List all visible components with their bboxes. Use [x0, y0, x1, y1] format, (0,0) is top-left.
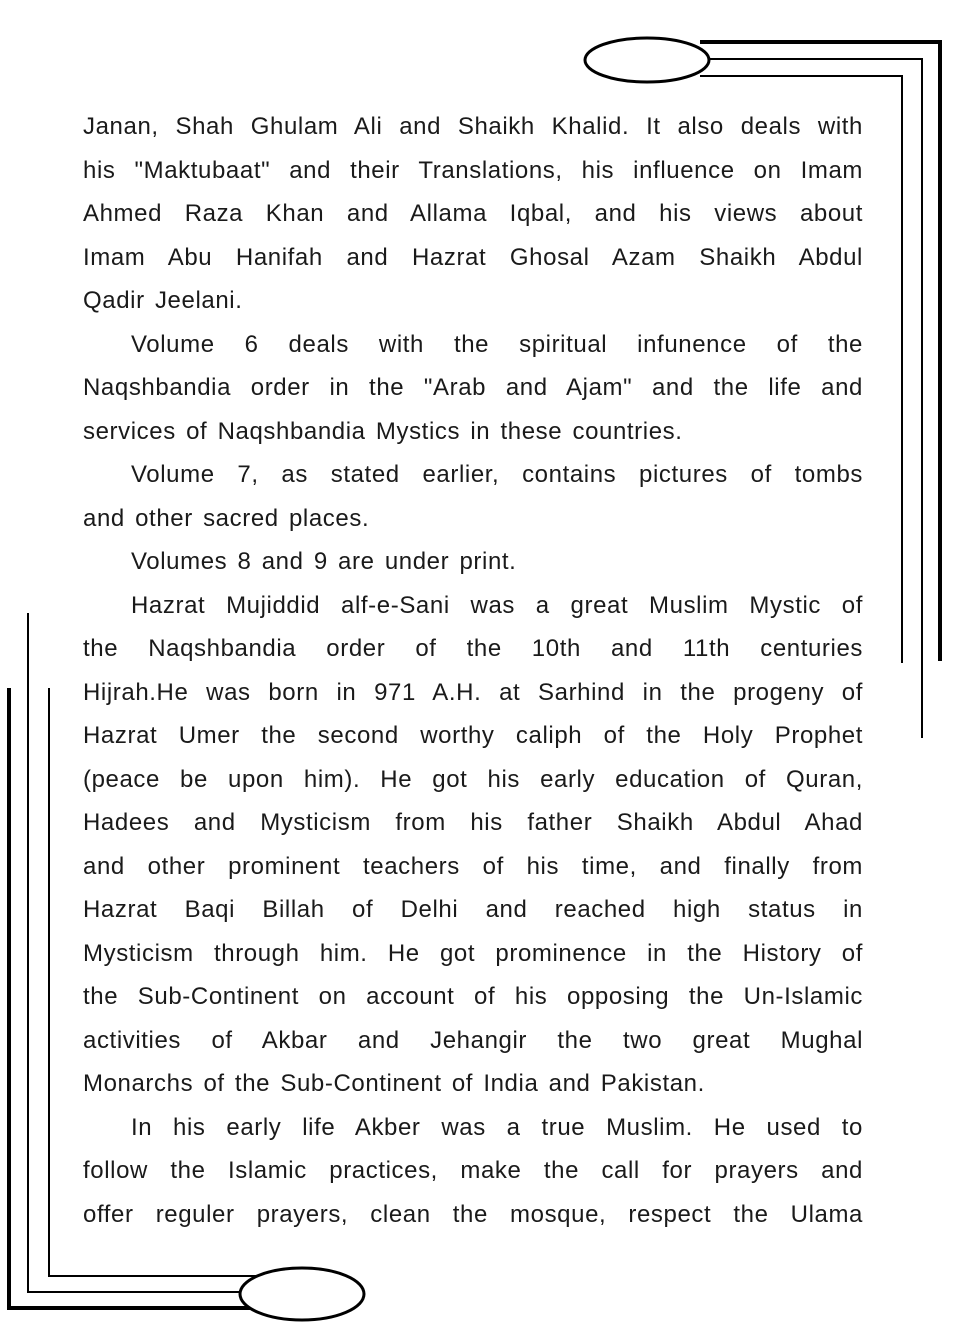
text-line: Hazrat Baqi Billah of Delhi and reached high status in — [83, 896, 863, 923]
text-line: services of Naqshbandia Mystics in these countries. — [83, 417, 683, 445]
text-line: Hijrah.He was born in 971 A.H. at Sarhind in the progeny of — [83, 678, 863, 706]
text-line: his "Maktubaat" and their Translations, his influence on Imam — [83, 156, 863, 184]
body-text — [83, 105, 863, 1236]
paragraph-mujiddid — [83, 584, 863, 1106]
paragraph-volume-6 — [83, 323, 863, 454]
paragraph-continuation — [83, 105, 863, 323]
text-line: Imam Abu Hanifah and Hazrat Ghosal Azam Shaikh Abdul — [83, 243, 863, 271]
text-line: Volume 6 deals with the spiritual infunence of the — [131, 330, 863, 358]
text-line: and other prominent teachers of his time, and finally from — [83, 852, 863, 880]
text-line: Qadir Jeelani. — [83, 287, 243, 314]
text-line: Hadees and Mysticism from his father Shaikh Abdul Ahad — [83, 809, 863, 836]
paragraph-akber — [83, 1106, 863, 1237]
text-line: Hazrat Mujiddid alf-e-Sani was a great Muslim Mystic of — [131, 591, 863, 619]
text-line: follow the Islamic practices, make the call for prayers and — [83, 1157, 863, 1184]
text-line: activities of Akbar and Jehangir the two great Mughal — [83, 1026, 863, 1054]
text-line: the Sub-Continent on account of his opposing the Un-Islamic — [83, 983, 863, 1010]
text-line: Monarchs of the Sub-Continent of India and Pakistan. — [83, 1070, 705, 1097]
text-line: and other sacred places. — [83, 504, 370, 532]
text-line: (peace be upon him). He got his early education of Quran, — [83, 765, 863, 793]
text-line: Hazrat Umer the second worthy caliph of the Holy Prophet — [83, 722, 863, 749]
text-line: Volume 7, as stated earlier, contains pictures of tombs — [131, 461, 863, 488]
text-line: the Naqshbandia order of the 10th and 11th centuries — [83, 635, 863, 662]
top-oval-ornament — [585, 38, 709, 82]
bottom-oval-ornament — [240, 1268, 364, 1320]
text-line: Ahmed Raza Khan and Allama Iqbal, and his views about — [83, 200, 863, 227]
text-line: Mysticism through him. He got prominence in the History of — [83, 939, 863, 967]
text-line: Naqshbandia order in the "Arab and Ajam" and the life and — [83, 374, 863, 401]
paragraph-volume-7 — [83, 453, 863, 540]
text-line: Volumes 8 and 9 are under print. — [131, 548, 517, 575]
text-line: In his early life Akber was a true Muslim. He used to — [131, 1113, 863, 1141]
paragraph-volumes-8-9 — [83, 540, 863, 584]
text-line: Janan, Shah Ghulam Ali and Shaikh Khalid. It also deals with — [83, 113, 863, 140]
text-line: offer reguler prayers, clean the mosque, respect the Ulama — [83, 1200, 863, 1228]
